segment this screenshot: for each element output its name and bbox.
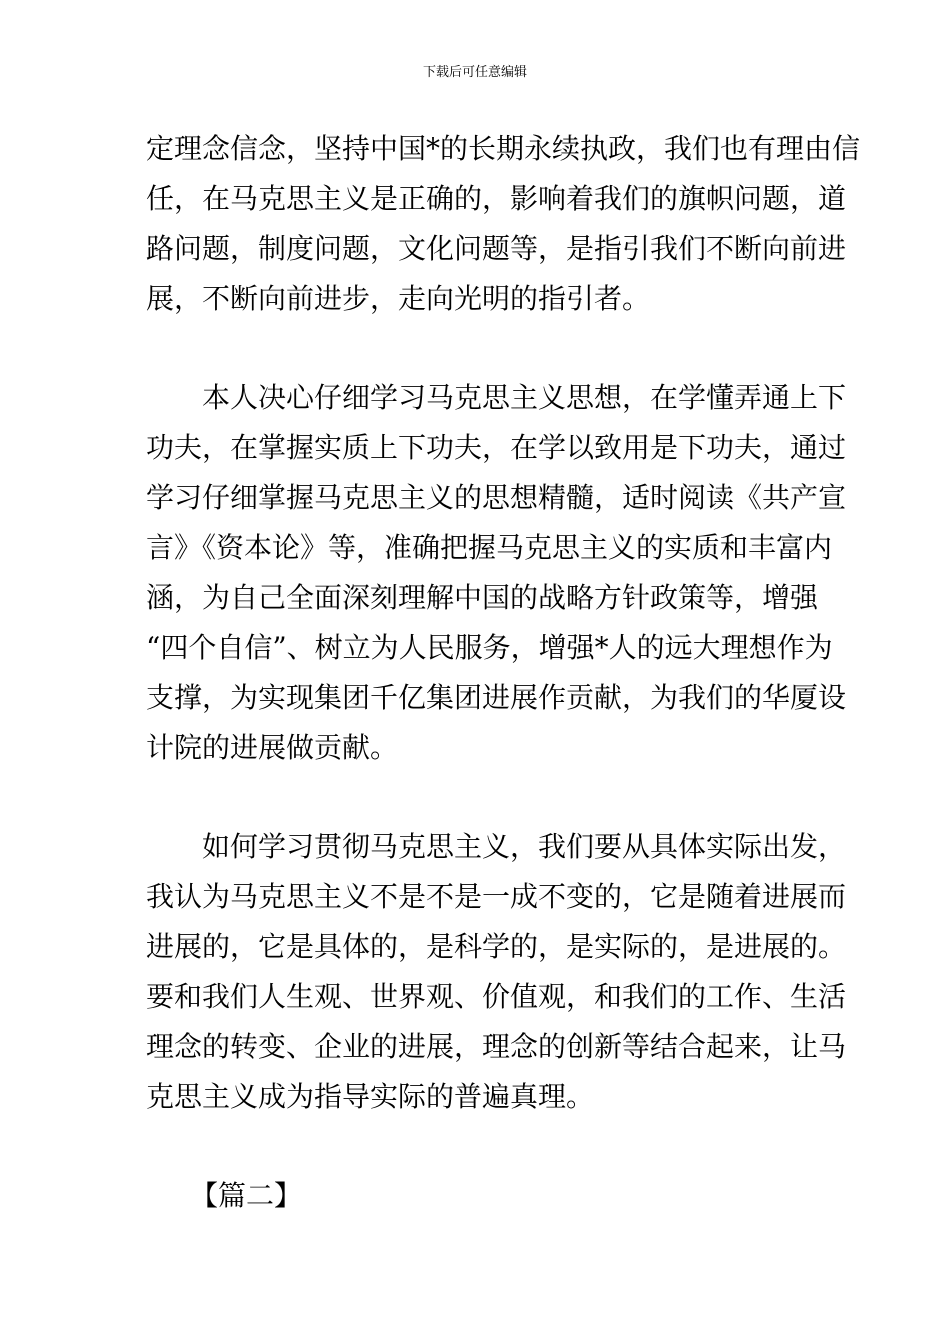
text-line: 学习仔细掌握马克思主义的思想精髓，适时阅读《共产宣 [146, 481, 847, 514]
text-line: 定理念信念，坚持中国*的长期永续执政，我们也有理由信 [146, 132, 861, 165]
text-line: 支撑，为实现集团千亿集团进展作贡献，为我们的华厦设 [146, 681, 847, 714]
text-line: 功夫，在掌握实质上下功夫，在学以致用是下功夫，通过 [146, 431, 847, 464]
text-line: 我认为马克思主义不是不是一成不变的，它是随着进展而 [146, 880, 847, 913]
text-line: 计院的进展做贡献。 [146, 731, 399, 764]
text-line: 路问题，制度问题，文化问题等，是指引我们不断向前进 [146, 232, 847, 265]
text-line: 言》《资本论》等，准确把握马克思主义的实质和丰富内 [146, 531, 833, 564]
text-line: 理念的转变、企业的进展，理念的创新等结合起来，让马 [146, 1030, 847, 1063]
text-line: “四个自信”、树立为人民服务，增强*人的远大理想作为 [146, 631, 833, 664]
page-header: 下载后可任意编辑 [422, 65, 527, 80]
section-heading: 【篇二】 [190, 1179, 303, 1212]
text-line: 克思主义成为指导实际的普遍真理。 [146, 1080, 595, 1113]
text-line: 任，在马克思主义是正确的，影响着我们的旗帜问题，道 [146, 182, 847, 215]
text-line: 进展的，它是具体的，是科学的，是实际的，是进展的。 [146, 930, 847, 963]
text-line: 涵，为自己全面深刻理解中国的战略方针政策等，增强 [146, 581, 819, 614]
text-line: 要和我们人生观、世界观、价值观，和我们的工作、生活 [146, 980, 847, 1013]
text-line: 本人决心仔细学习马克思主义思想，在学懂弄通上下 [202, 381, 847, 414]
text-line: 展，不断向前进步，走向光明的指引者。 [146, 282, 651, 315]
text-line: 如何学习贯彻马克思主义，我们要从具体实际出发， [202, 830, 847, 863]
